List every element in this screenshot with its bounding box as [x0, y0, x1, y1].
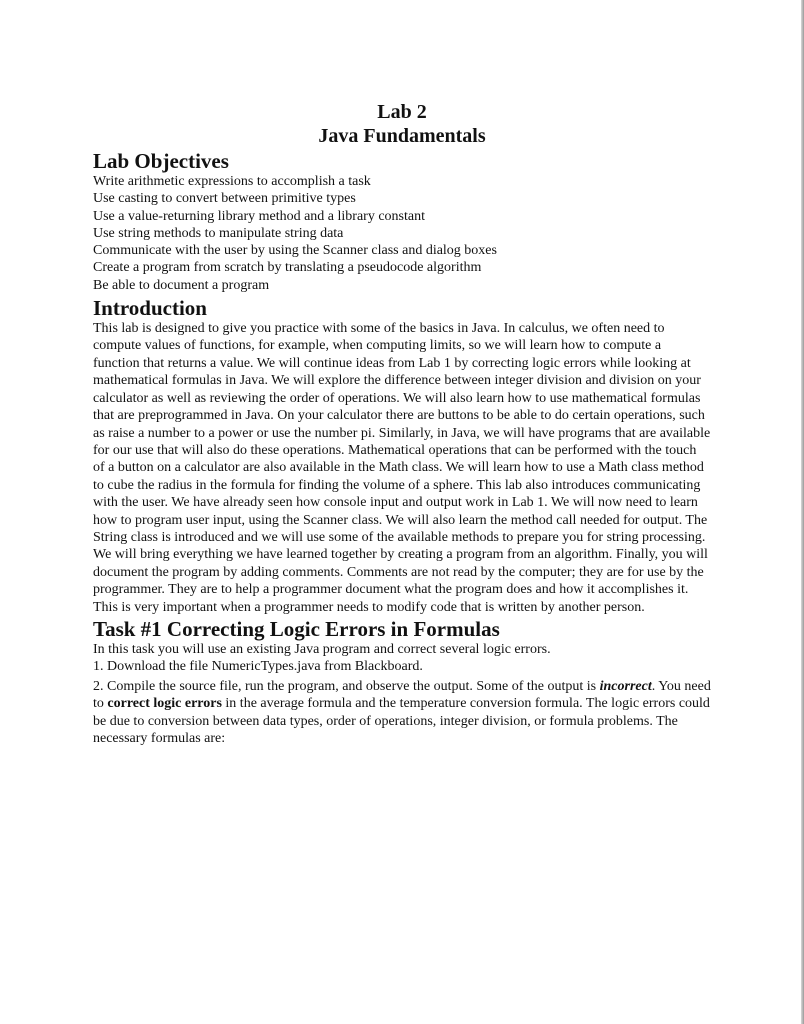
document-body: [93, 100, 711, 747]
objectives-heading: Lab Objectives: [93, 149, 229, 173]
objective-item: Write arithmetic expressions to accomplish a task: [93, 174, 371, 189]
introduction-paragraph: This lab is designed to give you practice with some of the basics in Java. In calculus, we often need to compute values of functions, for example, when computing limits, so we will learn how to compute a function that returns a value. We will continue ideas from Lab 1 by correcting logic errors while looking at mathematical formulas in Java. We will explore the difference between integer division and division on your calculator as well as reviewing the order of operations. We will also learn how to use mathematical formulas that are preprogrammed in Java. On your calculator there are buttons to be able to do certain operations, such as raise a number to a power or use the number pi. Similarly, in Java, we will have programs that are available for our use that will also do these operations. Mathematical operations that can be performed with the touch of a button on a calculator are also available in the Math class. We will learn how to use a Math class method to cube the radius in the formula for finding the volume of a sphere. This lab also introduces communicating with the user. We have already seen how console input and output work in Lab 1. We will now need to learn how to program user input, using the Scanner class. We will also learn the method call needed for output. The String class is introduced and we will use some of the available methods to prepare you for string processing. We will bring everything we have learned together by creating a program from an algorithm. Finally, you will document the program by adding comments. Comments are not read by the computer; they are for use by the programmer. They are to help a programmer document what the program does and how it accomplishes it. This is very important when a programmer needs to modify code that is written by another person.: [93, 321, 711, 615]
objective-item: Use string methods to manipulate string data: [93, 225, 344, 241]
task1-step2: [93, 678, 711, 748]
lab-title: Java Fundamentals: [318, 125, 486, 147]
step2-incorrect: incorrect: [599, 678, 652, 694]
lab-number: Lab 2: [377, 101, 427, 123]
task1-heading: Task #1 Correcting Logic Errors in Formulas: [93, 616, 500, 641]
objective-item: Communicate with the user by using the Scanner class and dialog boxes: [93, 243, 497, 259]
introduction-heading: Introduction: [93, 296, 207, 321]
objective-item: Create a program from scratch by translating a pseudocode algorithm: [93, 260, 482, 276]
objective-item: Be able to document a program: [93, 277, 270, 293]
task1-intro: In this task you will use an existing Java program and correct several logic errors.: [93, 641, 551, 657]
objective-item: Use casting to convert between primitive types: [93, 191, 356, 207]
step2-text: 2. Compile the source file, run the program, and observe the output. Some of the output is: [93, 678, 600, 694]
step2-text: in the average formula and the temperature conversion formula. The logic errors could be due to conversion between data types, order of operations, integer division, or formula problems. The necessary formulas are:: [93, 696, 710, 747]
objectives-list: [93, 173, 711, 294]
step2-correct-logic-errors: correct logic errors: [107, 696, 222, 712]
objective-item: Use a value-returning library method and a library constant: [93, 208, 425, 224]
step2-text: . You need to: [93, 678, 711, 712]
task1-step1: 1. Download the file NumericTypes.java from Blackboard.: [93, 659, 423, 675]
